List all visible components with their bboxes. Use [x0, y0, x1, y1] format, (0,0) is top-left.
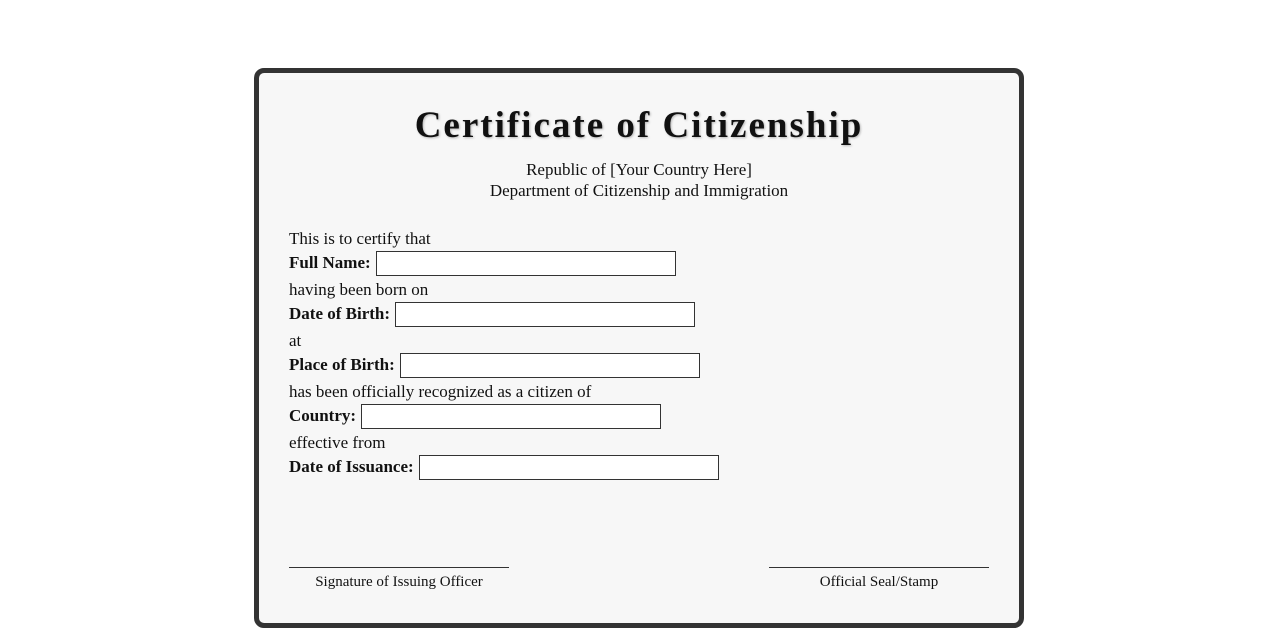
country-row — [289, 403, 989, 429]
date-of-issuance-row — [289, 454, 989, 480]
country-label: Country: — [289, 406, 357, 425]
certificate-title: Certificate of Citizenship — [414, 105, 864, 146]
full-name-input[interactable] — [376, 251, 676, 276]
certificate-subtitle-department: Department of Citizenship and Immigration — [489, 181, 789, 200]
officer-signature-line — [289, 567, 509, 568]
born-text: having been born on — [289, 280, 429, 299]
certificate-form — [289, 229, 989, 484]
full-name-row — [289, 250, 989, 276]
seal-line — [769, 567, 989, 568]
date-of-issuance-input[interactable] — [419, 455, 719, 480]
certificate-subtitle-country: Republic of [Your Country Here] — [526, 160, 752, 179]
effective-text: effective from — [289, 433, 386, 452]
place-of-birth-label: Place of Birth: — [289, 355, 395, 374]
seal-block — [769, 567, 989, 591]
country-input[interactable] — [361, 404, 661, 429]
date-of-issuance-label: Date of Issuance: — [289, 457, 414, 476]
full-name-label: Full Name: — [289, 253, 371, 272]
recognized-text: has been officially recognized as a citizen of — [289, 382, 592, 401]
date-of-birth-row — [289, 301, 989, 327]
at-text: at — [289, 331, 302, 350]
certificate-card — [254, 68, 1024, 628]
place-of-birth-input[interactable] — [400, 353, 700, 378]
intro-text: This is to certify that — [289, 229, 431, 248]
officer-signature-block — [289, 567, 509, 591]
date-of-birth-label: Date of Birth: — [289, 304, 391, 323]
date-of-birth-input[interactable] — [395, 302, 695, 327]
place-of-birth-row — [289, 352, 989, 378]
seal-label: Official Seal/Stamp — [819, 574, 939, 590]
officer-signature-label: Signature of Issuing Officer — [315, 574, 483, 590]
